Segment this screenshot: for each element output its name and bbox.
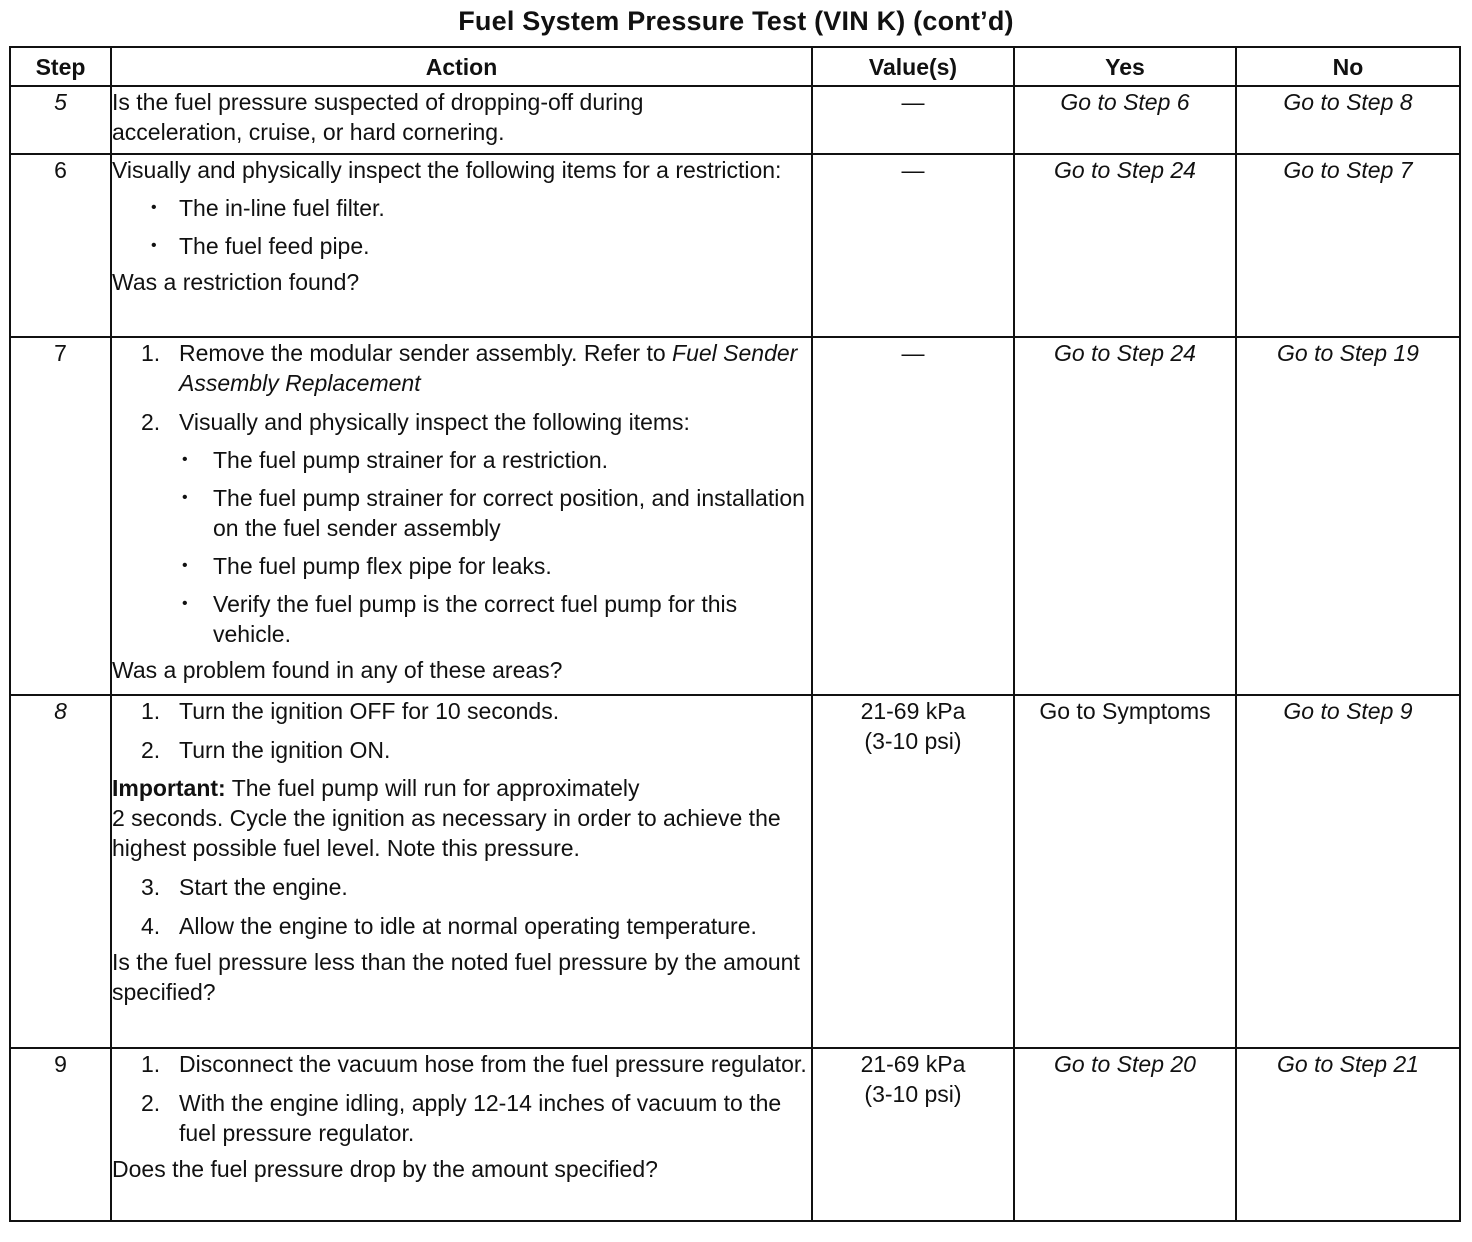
- yes-result: Go to Step 24: [1014, 337, 1236, 695]
- value-psi: (3-10 psi): [864, 1081, 962, 1107]
- value-cell: [812, 695, 1014, 1048]
- item-number: 3.: [141, 874, 161, 900]
- bullet-text: Verify the fuel pump is the correct fuel pump for this vehicle.: [213, 591, 738, 647]
- item-text: Remove the modular sender assembly. Refer to: [179, 340, 673, 366]
- numbered-item: [112, 1049, 811, 1079]
- item-text: Visually and physically inspect the following items:: [179, 409, 690, 435]
- numbered-item: [112, 1088, 811, 1148]
- question-line: acceleration, cruise, or hard cornering.: [112, 119, 505, 145]
- yes-result: Go to Step 24: [1014, 154, 1236, 337]
- bullet-text: The fuel pump strainer for correct position, and installation on the fuel sender assembly: [213, 485, 805, 541]
- no-result: Go to Step 9: [1236, 695, 1460, 1048]
- action-cell: [111, 695, 812, 1048]
- bullet-icon: •: [182, 451, 188, 468]
- bullet-item: [112, 231, 811, 261]
- header-no: No: [1236, 47, 1460, 86]
- item-text: Turn the ignition OFF for 10 seconds.: [179, 698, 560, 724]
- item-text: Start the engine.: [179, 874, 348, 900]
- bullet-icon: •: [182, 489, 188, 506]
- bullet-icon: •: [182, 557, 188, 574]
- bullet-item: [112, 483, 811, 543]
- item-text: Turn the ignition ON.: [179, 737, 391, 763]
- bullet-icon: •: [151, 199, 157, 216]
- item-number: 2.: [141, 737, 161, 763]
- bullet-text: The fuel pump flex pipe for leaks.: [213, 553, 552, 579]
- item-number: 1.: [141, 340, 161, 366]
- bullet-text: The fuel pump strainer for a restriction.: [213, 447, 608, 473]
- no-result: Go to Step 19: [1236, 337, 1460, 695]
- item-number: 2.: [141, 1090, 161, 1116]
- bullet-item: [112, 193, 811, 223]
- question-text: Was a problem found in any of these areas?: [112, 657, 563, 683]
- numbered-item: [112, 872, 811, 902]
- value-cell: —: [812, 154, 1014, 337]
- bullet-text: The in-line fuel filter.: [179, 195, 385, 221]
- action-cell: [111, 154, 812, 337]
- question-text: [112, 87, 811, 147]
- question-text: Does the fuel pressure drop by the amount specified?: [112, 1156, 658, 1182]
- bullet-icon: •: [151, 237, 157, 254]
- value-cell: —: [812, 86, 1014, 154]
- bullet-item: [112, 551, 811, 581]
- item-text: Disconnect the vacuum hose from the fuel pressure regulator.: [179, 1051, 807, 1077]
- page-title: Fuel System Pressure Test (VIN K) (cont’d): [458, 6, 1014, 36]
- yes-result: Go to Symptoms: [1014, 695, 1236, 1048]
- diagnostic-table: [9, 46, 1461, 1222]
- instruction-text: Visually and physically inspect the following items for a restriction:: [112, 157, 782, 183]
- value-cell: [812, 1048, 1014, 1221]
- numbered-item: [112, 911, 811, 941]
- item-number: 1.: [141, 1051, 161, 1077]
- bullet-icon: •: [182, 595, 188, 612]
- step-number: 6: [10, 154, 111, 337]
- important-label: Important:: [112, 775, 226, 801]
- value-cell: —: [812, 337, 1014, 695]
- question-text: Is the fuel pressure less than the noted fuel pressure by the amount specified?: [112, 949, 800, 1005]
- item-text: With the engine idling, apply 12-14 inches of vacuum to the fuel pressure regulator.: [179, 1090, 782, 1146]
- important-text: The fuel pump will run for approximately: [225, 775, 640, 801]
- table-row-step-5: [10, 86, 1460, 154]
- step-number: 5: [10, 86, 111, 154]
- table-row-step-7: [10, 337, 1460, 695]
- header-row: [10, 47, 1460, 86]
- item-number: 2.: [141, 409, 161, 435]
- no-result: Go to Step 7: [1236, 154, 1460, 337]
- bullet-item: [112, 445, 811, 475]
- numbered-item: [112, 338, 811, 398]
- numbered-item: [112, 407, 811, 437]
- item-text: Allow the engine to idle at normal operating temperature.: [179, 913, 757, 939]
- yes-result: Go to Step 20: [1014, 1048, 1236, 1221]
- table-row-step-6: [10, 154, 1460, 337]
- no-result: Go to Step 21: [1236, 1048, 1460, 1221]
- table-row-step-8: [10, 695, 1460, 1048]
- item-number: 1.: [141, 698, 161, 724]
- header-step: Step: [10, 47, 111, 86]
- important-note: [112, 773, 811, 863]
- question-line: Is the fuel pressure suspected of dropping-off during: [112, 89, 644, 115]
- action-cell: [111, 86, 812, 154]
- important-text: 2 seconds. Cycle the ignition as necessary in order to achieve the highest possible fuel level. Note this pressure.: [112, 805, 781, 861]
- header-values: Value(s): [812, 47, 1014, 86]
- step-number: 7: [10, 337, 111, 695]
- no-result: Go to Step 8: [1236, 86, 1460, 154]
- action-cell: [111, 1048, 812, 1221]
- bullet-item: [112, 589, 811, 649]
- value-kpa: 21-69 kPa: [860, 1051, 966, 1077]
- reference-link[interactable]: Fuel Sender Assembly Replacement: [179, 340, 798, 396]
- value-kpa: 21-69 kPa: [860, 698, 966, 724]
- item-number: 4.: [141, 913, 161, 939]
- value-psi: (3-10 psi): [864, 728, 962, 754]
- yes-result: Go to Step 6: [1014, 86, 1236, 154]
- numbered-item: [112, 696, 811, 726]
- header-action: Action: [111, 47, 812, 86]
- numbered-item: [112, 735, 811, 765]
- question-text: Was a restriction found?: [112, 269, 360, 295]
- bullet-text: The fuel feed pipe.: [179, 233, 370, 259]
- header-yes: Yes: [1014, 47, 1236, 86]
- action-cell: [111, 337, 812, 695]
- step-number: 9: [10, 1048, 111, 1221]
- step-number: 8: [10, 695, 111, 1048]
- table-row-step-9: [10, 1048, 1460, 1221]
